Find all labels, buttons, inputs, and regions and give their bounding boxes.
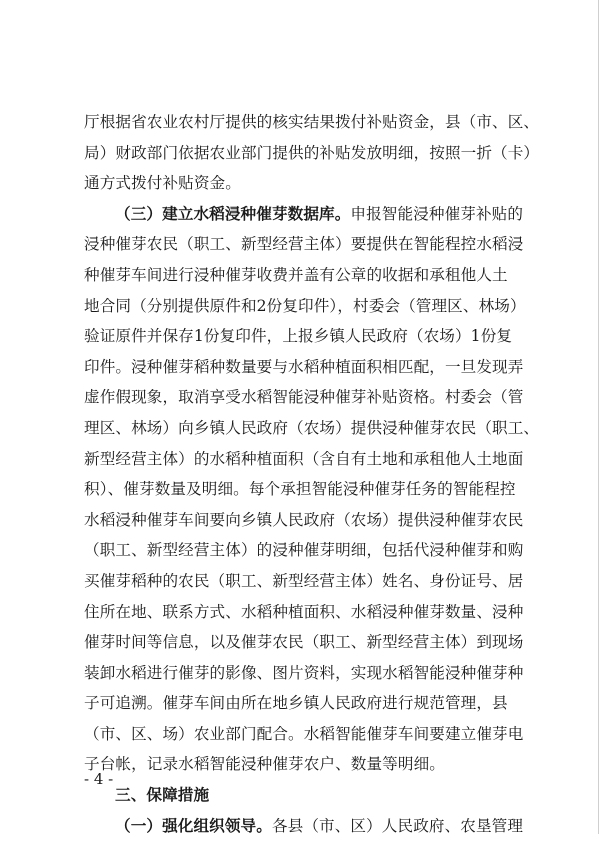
text-line: 装卸水稻进行催芽的影像、图片资料，实现水稻智能浸种催芽种: [84, 663, 524, 682]
text-line: 虚作假现象，取消享受水稻智能浸种催芽补贴资格。村委会（管: [84, 388, 524, 407]
text-line: （职工、新型经营主体）的浸种催芽明细，包括代浸种催芽和购: [84, 541, 524, 560]
text-line: 局）财政部门依据农业部门提供的补贴发放明细，按照一折（卡）: [84, 143, 540, 162]
text-line: 地合同（分别提供原件和2份复印件），村委会（管理区、林场）: [84, 296, 526, 315]
paragraph-start-line: （一）强化组织领导。各县（市、区）人民政府、农垦管理: [115, 815, 524, 835]
text-line: 积）、催芽数量及明细。每个承担智能浸种催芽任务的智能程控: [84, 480, 516, 499]
text-line: 催芽时间等信息，以及催芽农民（职工、新型经营主体）到现场: [84, 633, 524, 652]
text-line: 买催芽稻种的农民（职工、新型经营主体）姓名、身份证号、居: [84, 571, 524, 590]
text-line: 子台帐，记录水稻智能浸种催芽农户、数量等明细。: [84, 755, 445, 774]
subsection-title: （一）强化组织领导。: [115, 815, 272, 835]
text-line: 通方式拨付补贴资金。: [84, 174, 241, 193]
paragraph-start-line: （三）建立水稻浸种催芽数据库。申报智能浸种催芽补贴的: [115, 203, 524, 223]
text-line: 浸种催芽农民（职工、新型经营主体）要提供在智能程控水稻浸: [84, 235, 524, 254]
text-line: 理区、林场）向乡镇人民政府（农场）提供浸种催芽农民（职工、: [84, 418, 540, 437]
text-line: （市、区、场）农业部门配合。水稻智能催芽车间要建立催芽电: [84, 724, 524, 743]
page-number: - 4 -: [84, 770, 114, 788]
text-line: 子可追溯。催芽车间由所在地乡镇人民政府进行规范管理，县: [84, 694, 508, 713]
text-line: 住所在地、联系方式、水稻种植面积、水稻浸种催芽数量、浸种: [84, 602, 524, 621]
text-line: 种催芽车间进行浸种催芽收费并盖有公章的收据和承租他人土: [84, 265, 508, 284]
subsection-title: （三）建立水稻浸种催芽数据库。: [115, 203, 351, 223]
document-body: [84, 107, 540, 841]
text-line: 厅根据省农业农村厅提供的核实结果拨付补贴资金，县（市、区、: [84, 113, 540, 131]
text-line: 水稻浸种催芽车间要向乡镇人民政府（农场）提供浸种催芽农民: [84, 510, 524, 529]
text-line: 新型经营主体）的水稻种植面积（含自有土地和承租他人土地面: [84, 449, 524, 468]
text-line: 验证原件并保存1份复印件，上报乡镇人民政府（农场）1份复: [84, 327, 513, 346]
text-line: 印件。浸种催芽稻种数量要与水稻种植面积相匹配，一旦发现弄: [84, 357, 524, 376]
section-heading: 三、保障措施: [115, 785, 210, 805]
